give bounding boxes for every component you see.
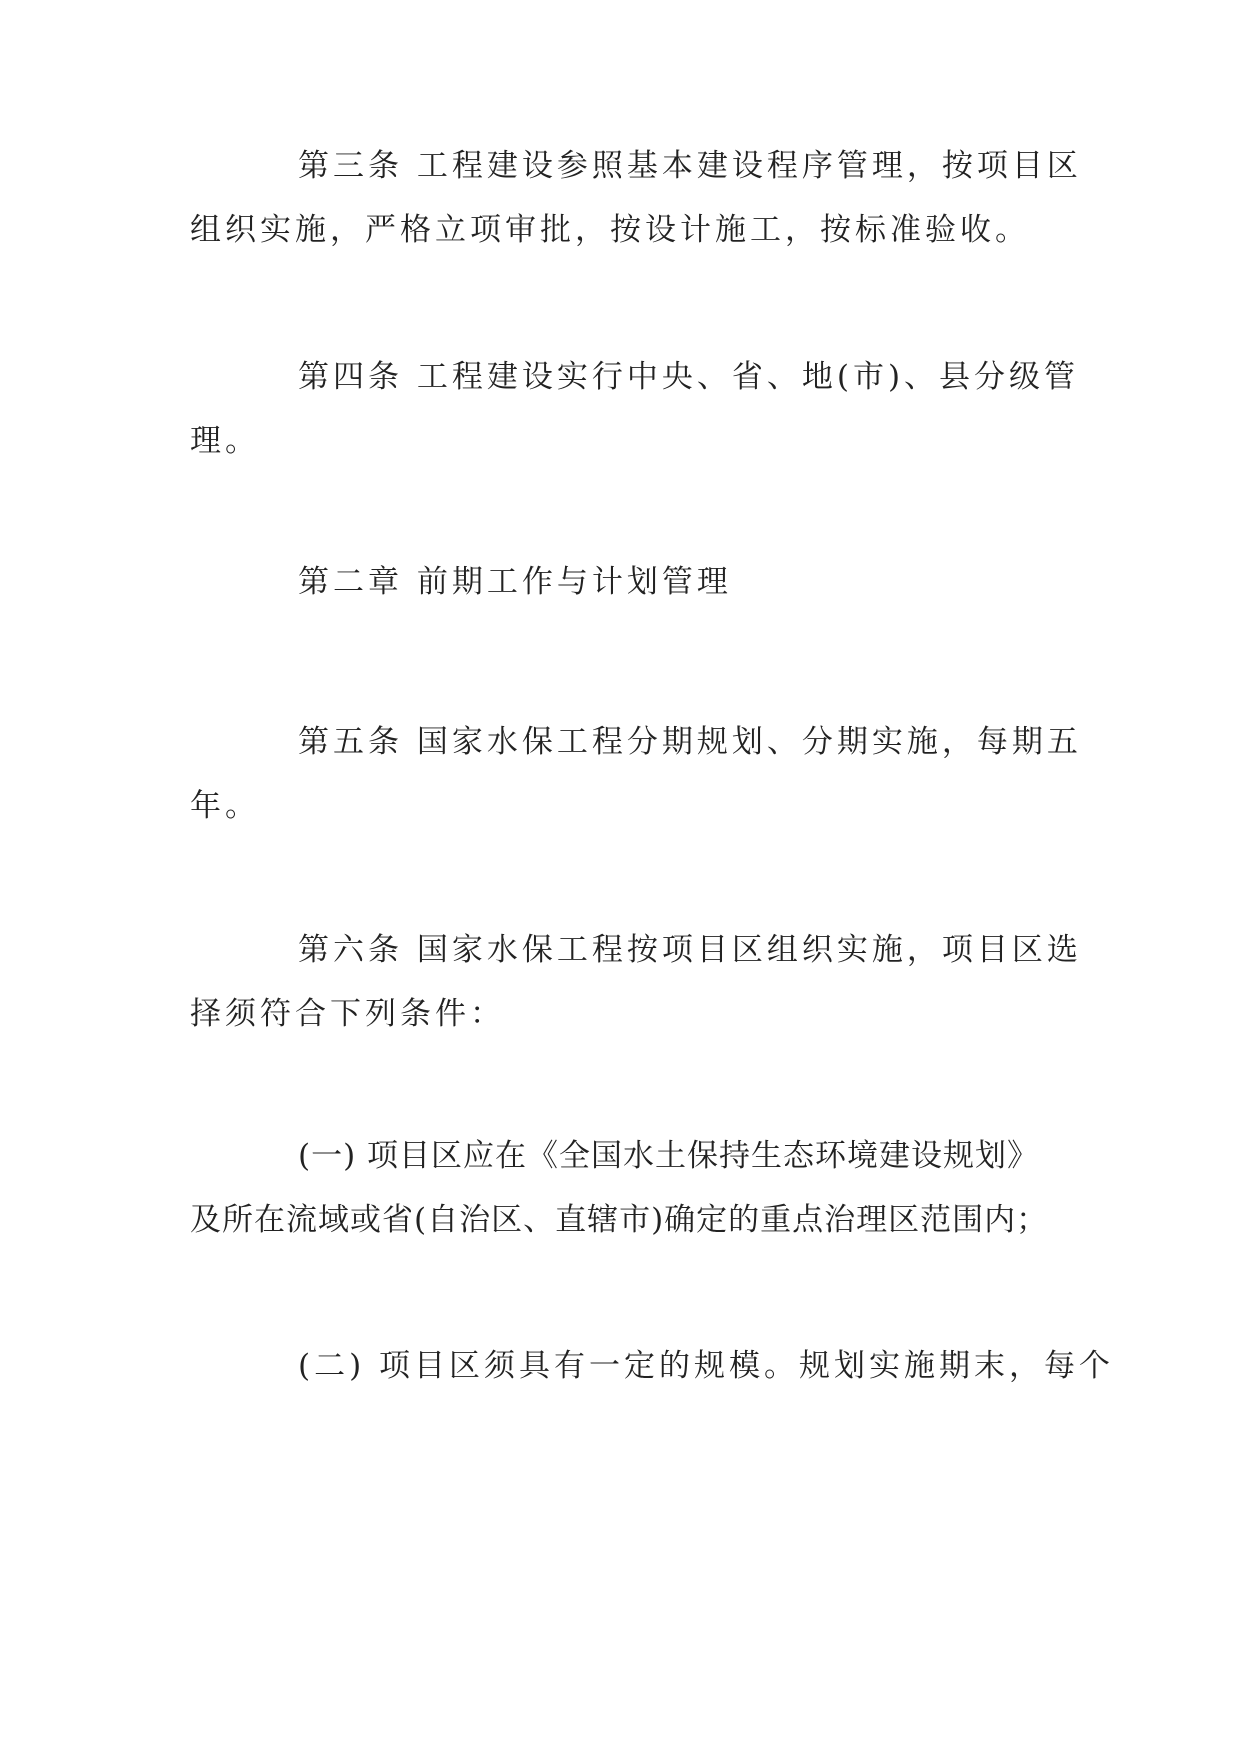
paragraph-line: 择须符合下列条件： xyxy=(190,996,505,1032)
paragraph-line: 理。 xyxy=(190,423,260,459)
paragraph-line: (一) 项目区应在《全国水土保持生态环境建设规划》 xyxy=(298,1138,1040,1174)
paragraph-line: 第六条 国家水保工程按项目区组织实施，项目区选 xyxy=(298,932,1082,968)
paragraph-article-6 xyxy=(190,918,1082,1046)
paragraph-line: 第五条 国家水保工程分期规划、分期实施，每期五 xyxy=(298,724,1082,760)
paragraph-condition-1 xyxy=(190,1124,1050,1252)
paragraph-article-4 xyxy=(190,345,1080,473)
paragraph-line: 第三条 工程建设参照基本建设程序管理，按项目区 xyxy=(298,148,1082,184)
paragraph-condition-2 xyxy=(190,1334,1115,1398)
paragraph-article-5 xyxy=(190,710,1082,838)
paragraph-line: 年。 xyxy=(190,788,260,824)
paragraph-line: 及所在流域或省(自治区、直辖市)确定的重点治理区范围内； xyxy=(190,1202,1049,1238)
paragraph-article-3 xyxy=(190,134,1082,262)
paragraph-line: 组织实施，严格立项审批，按设计施工，按标准验收。 xyxy=(190,212,1030,248)
chapter-title: 第二章 前期工作与计划管理 xyxy=(298,564,732,600)
paragraph-line: 第四条 工程建设实行中央、省、地(市)、县分级管 xyxy=(298,359,1080,395)
chapter-heading xyxy=(190,550,1050,614)
paragraph-line: (二) 项目区须具有一定的规模。规划实施期末，每个 xyxy=(298,1348,1115,1384)
